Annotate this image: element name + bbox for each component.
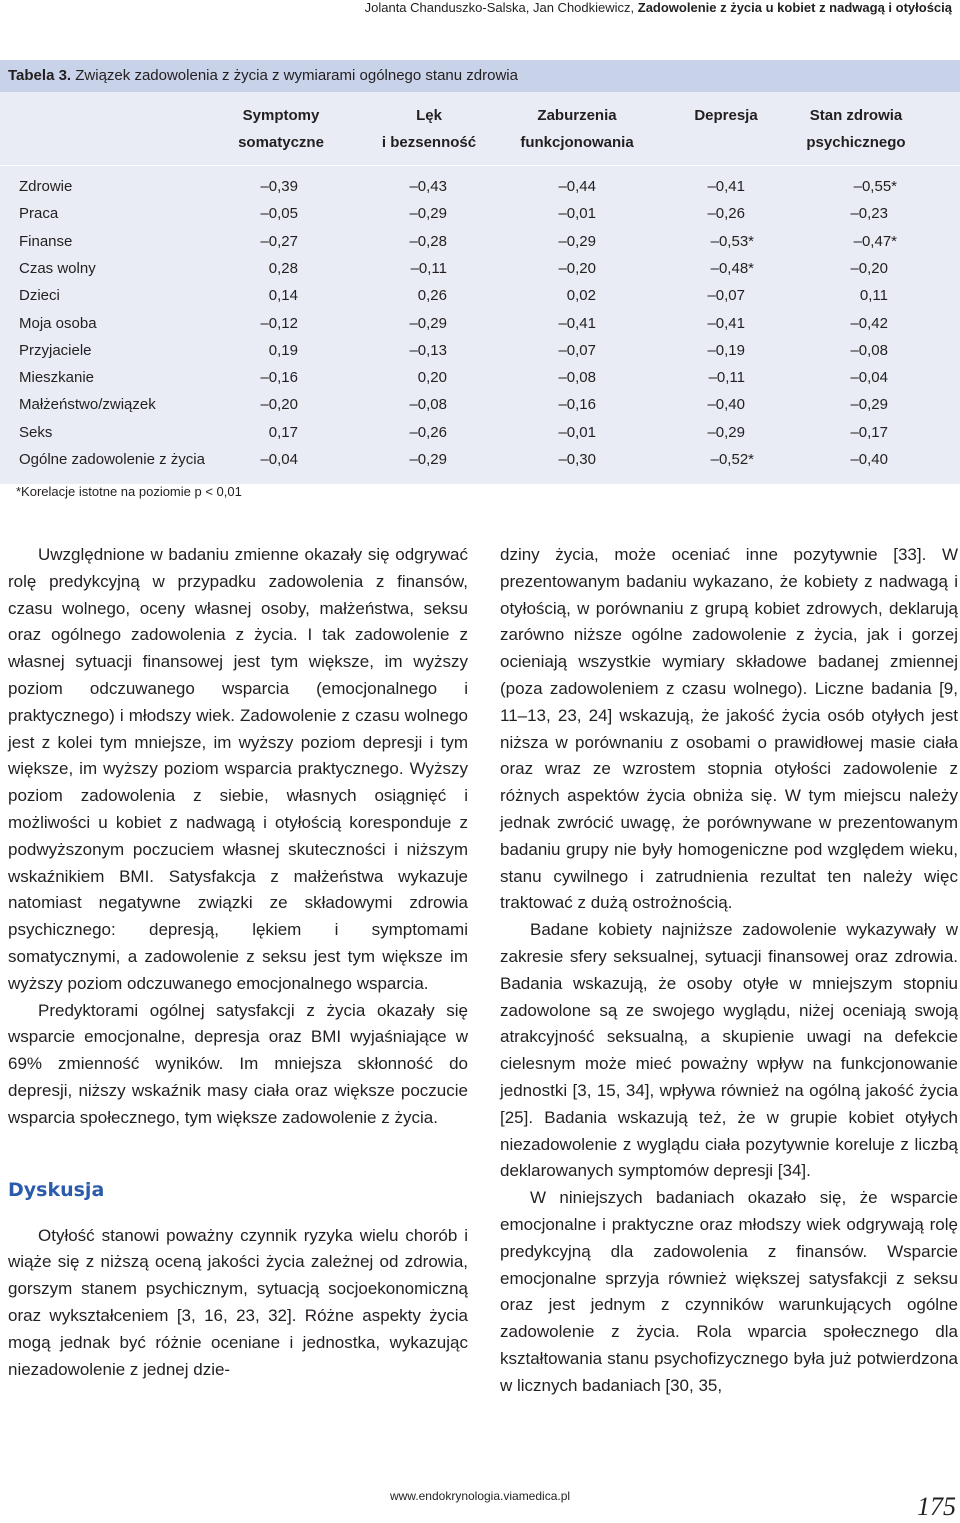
table-row (0, 282, 960, 309)
column-header-anxiety-line1: Lęk (416, 107, 442, 124)
table-cell: –0,27 (260, 232, 298, 250)
column-header-symptoms-line1: Symptomy (242, 107, 320, 124)
table-cell: 0,02 (566, 287, 596, 305)
table-row (0, 337, 960, 364)
running-head (365, 0, 952, 15)
table-cell: –0,08 (558, 369, 596, 387)
table-cell: –0,08 (850, 341, 888, 359)
table-cell: 0,19 (268, 341, 298, 359)
body-paragraph: Badane kobiety najniższe zadowolenie wykazywały w zakresie sfery seksualnej, sytuacji finansowej oraz zdrowia. Badania wskazują, że osoby otyłe w mniejszym stopniu zadowolone są ze swojego wyglądu, niżej oceniają swoją atrakcyjność seksualną, a skupienie uwagi na defekcie cielesnym może mieć poważny wpływ na funkcjonowanie jednostki [3, 15, 34], wpływa również na ogólną jakość życia [25]. Badania wskazują też, że w grupie kobiet otyłych niezadowolenie z wyglądu ciała pozytywnie koreluje z liczbą deklarowanych symptomów depresji [34]. (500, 920, 958, 1181)
table-cell: –0,20 (558, 259, 596, 277)
table-cell: –0,01 (558, 205, 596, 223)
table-cell: –0,39 (260, 178, 298, 195)
row-label: Ogólne zadowolenie z życia (19, 451, 205, 468)
table-cell: –0,29 (409, 205, 447, 223)
column-header-symptoms-line2: somatyczne (238, 134, 324, 151)
table-cell: 0,28 (268, 259, 298, 277)
body-paragraph: Uwzględnione w badaniu zmienne okazały się odgrywać rolę predykcyjną w przypadku zadowolenia z finansów, czasu wolnego, oceny własnej osoby, małżeństwa, seksu oraz ogólnego zadowolenia z życia. I tak zadowolenie z własnej sytuacji finansowej jest tym większe, im wyższy poziom odczuwanego wsparcia (emocjonalnego i praktycznego) i młodszy wiek. Zadowolenie z czasu wolnego jest z kolei tym mniejsze, im wyższy poziom depresji i tym większe, im wyższy poziom wsparcia praktycznego. Wyższy poziom zadowolenia z siebie, własnych osiągnięć i możliwości u kobiet z nadwagą i otyłością koresponduje z podwyższonym poczuciem własnej skuteczności i niższym wskaźnikiem BMI. Satysfakcja z małżeństwa wykazuje natomiast negatywne związki ze składowymi zdrowia psychicznego: depresją, lękiem i symptomami somatycznymi, a zadowolenie z seksu jest tym większe im wyższy poziom odczuwanego emocjonalnego wsparcia. (8, 545, 468, 993)
table-cell: –0,48* (710, 259, 754, 277)
row-label: Finanse (19, 232, 73, 250)
table-cell: –0,47* (853, 232, 897, 250)
footer-url: www.endokrynologia.viamedica.pl (389, 1489, 571, 1503)
table-row (0, 419, 960, 446)
table-cell: –0,23 (850, 205, 888, 223)
table-cell: 0,17 (268, 423, 298, 441)
table-cell: –0,20 (850, 259, 888, 277)
table-cell: –0,42 (850, 314, 888, 332)
table-cell: –0,29 (558, 232, 596, 250)
left-text-column (8, 542, 468, 1383)
row-label: Praca (19, 205, 59, 223)
row-label: Dzieci (19, 287, 60, 305)
table-cell: –0,43 (409, 178, 447, 195)
table-cell: –0,04 (850, 369, 888, 387)
running-head-authors: Jolanta Chanduszko-Salska, Jan Chodkiewicz, (364, 0, 638, 15)
table-row (0, 446, 960, 473)
page-number: 175 (917, 1492, 956, 1521)
row-label: Seks (19, 423, 53, 441)
row-label: Małżeństwo/związek (19, 396, 156, 414)
table-cell: –0,29 (850, 396, 888, 414)
table-cell: –0,12 (260, 314, 298, 332)
table-caption (8, 67, 518, 84)
row-label: Przyjaciele (19, 341, 92, 359)
table-cell: –0,07 (558, 341, 596, 359)
table-cell: –0,29 (707, 423, 745, 441)
table-cell: –0,20 (260, 396, 298, 414)
body-paragraph: dziny życia, może oceniać inne pozytywnie [33]. W prezentowanym badaniu wykazano, że kobiety z nadwagą i otyłością, w porównaniu z grupą kobiet zdrowych, deklarują zarówno niższe ogólne zadowolenie z życia, jak i gorzej ocieniają wszystkie wymiary składowe badanej zmiennej (poza zadowoleniem z czasu wolnego). Liczne badania [9, 11–13, 23, 24] wskazują, że jakość życia osób otyłych jest niższa w porównaniu z osobami o prawidłowej masie ciała oraz wraz ze wzrostem stopnia otyłości zadowolenie z różnych aspektów życia obniża się. W tym miejscu należy jednak zwrócić uwagę, że porównywane w prezentowanym badaniu grupy nie były homogeniczne pod względem wieku, stanu cywilnego i zatrudnienia rezultat ten należy więc traktować z dużą ostrożnością. (500, 545, 958, 913)
table-cell: –0,05 (260, 205, 298, 223)
table-cell: 0,20 (417, 369, 447, 387)
table-caption-bar (0, 60, 960, 92)
table-cell: –0,40 (850, 451, 888, 468)
table-cell: –0,11 (708, 369, 745, 387)
table-footnote: *Korelacje istotne na poziomie p < 0,01 (16, 484, 242, 499)
column-header-mental-health-line2: psychicznego (806, 134, 906, 151)
column-header-dysfunction-line2: funkcjonowania (520, 134, 634, 151)
table-row (0, 364, 960, 391)
table-row (0, 228, 960, 255)
table-cell: –0,26 (409, 423, 447, 441)
table-cell: –0,52* (710, 451, 754, 468)
table-cell: –0,17 (850, 423, 888, 441)
body-paragraph: Predyktorami ogólnej satysfakcji z życia okazały się wsparcie emocjonalne, depresja oraz BMI wyjaśniające w 69% zmienność wyników. Im mniejsza skłonność do depresji, niższy wskaźnik masy ciała oraz większe poczucie wsparcia społecznego, tym większe zadowolenie z życia. (8, 1000, 468, 1127)
table-cell: 0,11 (859, 287, 888, 305)
row-label: Mieszkanie (19, 369, 95, 387)
table-cell: –0,26 (707, 205, 745, 223)
body-paragraph: W niniejszych badaniach okazało się, że wsparcie emocjonalne i praktyczne oraz młodszy wiek odgrywają rolę predykcyjną dla zadowolenia z finansów. Wsparcie emocjonalne sprzyja również większej satysfakcji z seksu oraz jest jednym z czynników warunkujących ogólne zadowolenie z życia. Rola wparcia społecznego dla kształtowania stanu psychofizycznego była już potwierdzona w licznych badaniach [30, 35, (500, 1188, 958, 1395)
table-row (0, 255, 960, 282)
table-cell: –0,40 (707, 396, 745, 414)
table-cell: –0,04 (260, 451, 298, 468)
table-cell: –0,01 (558, 423, 596, 441)
table-row (0, 173, 960, 200)
right-text-column (500, 542, 958, 1400)
table-cell: –0,55* (853, 178, 897, 195)
table-caption-text: Związek zadowolenia z życia z wymiarami ogólnego stanu zdrowia (71, 67, 518, 84)
table-cell: –0,13 (409, 341, 447, 359)
table-caption-label: Tabela 3. (8, 67, 72, 84)
table-cell: 0,26 (417, 287, 447, 305)
running-head-title: Zadowolenie z życia u kobiet z nadwagą i otyłością (637, 0, 952, 15)
table-cell: –0,16 (558, 396, 596, 414)
table-cell: –0,19 (707, 341, 745, 359)
table-cell: –0,08 (409, 396, 447, 414)
table-3 (0, 60, 960, 499)
table-cell: –0,28 (409, 232, 447, 250)
column-header-mental-health-line1: Stan zdrowia (809, 107, 903, 124)
table-row (0, 391, 960, 418)
body-paragraph: Otyłość stanowi poważny czynnik ryzyka wielu chorób i wiąże się z niższą oceną jakości życia zależnej od zdrowia, gorszym stanem psychicznym, sytuacją socjoekonomiczną oraz wykształceniem [3, 16, 23, 32]. Różne aspekty życia mogą jednak być różnie oceniane i jednostka, wykazując niezadowolenie z jednej dzie- (8, 1225, 468, 1379)
column-header-depression-line1: Depresja (694, 107, 758, 124)
row-label: Zdrowie (19, 178, 73, 195)
table-cell: –0,07 (707, 287, 745, 305)
table-cell: –0,29 (409, 451, 447, 468)
column-header-dysfunction-line1: Zaburzenia (537, 107, 617, 124)
table-header-divider (0, 165, 960, 166)
table-cell: –0,16 (260, 369, 298, 387)
table-cell: –0,29 (409, 314, 447, 332)
column-header-anxiety-line2: i bezsenność (381, 134, 477, 151)
table-cell: –0,41 (707, 178, 745, 195)
table-cell: –0,30 (558, 451, 596, 468)
section-heading-discussion: Dyskusja (8, 1178, 105, 1201)
table-row (0, 310, 960, 337)
table-cell: –0,44 (558, 178, 596, 195)
table-row (0, 200, 960, 227)
table-cell: –0,41 (558, 314, 596, 332)
table-cell: –0,11 (410, 259, 447, 277)
table-cell: –0,53* (710, 232, 754, 250)
table-cell: 0,14 (268, 287, 298, 305)
row-label: Czas wolny (19, 259, 96, 277)
row-label: Moja osoba (19, 314, 97, 332)
table-cell: –0,41 (707, 314, 745, 332)
